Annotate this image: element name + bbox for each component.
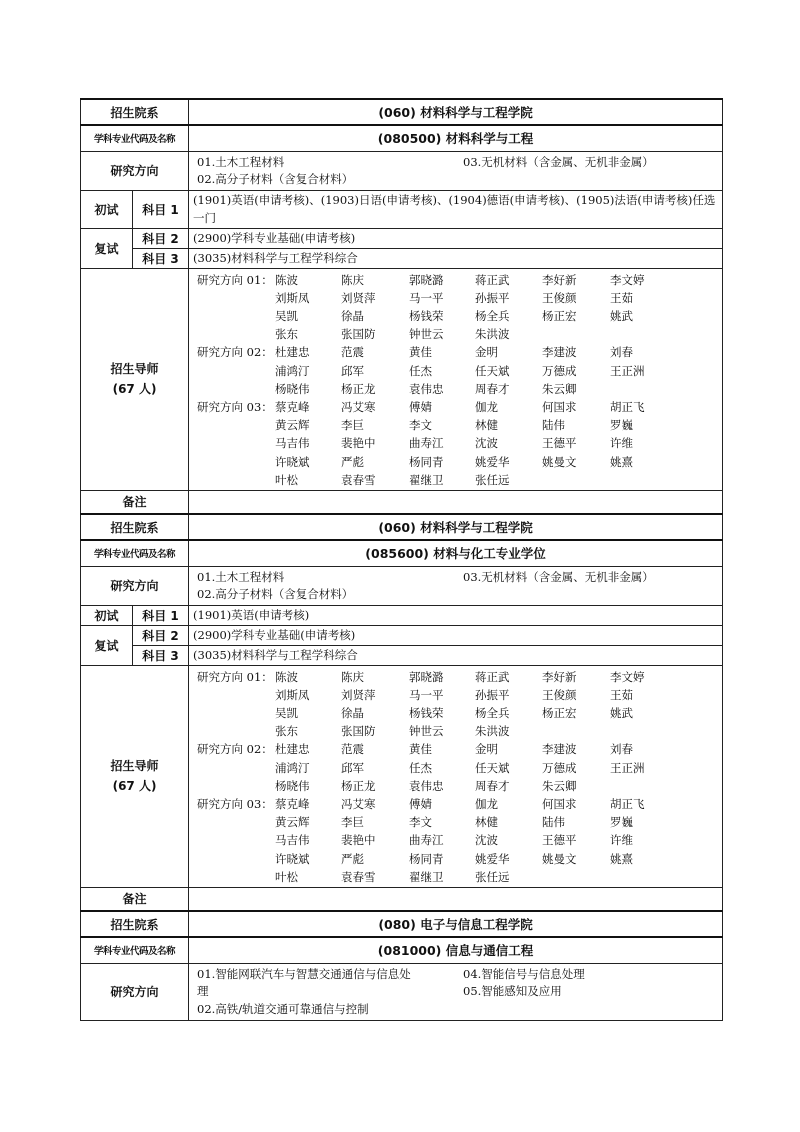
- retest-label: 复试: [81, 228, 133, 268]
- tutor-name: 蔡克峰: [275, 796, 310, 811]
- tutor-name: 王德平: [542, 436, 577, 451]
- tutor-name: 杨全兵: [475, 308, 510, 323]
- direction-item: 01.智能网联汽车与智慧交通通信与信息处: [197, 966, 411, 981]
- tutor-name: 叶松: [275, 869, 299, 884]
- tutor-name: 任杰: [409, 363, 433, 378]
- major-label: 学科专业代码及名称: [81, 937, 189, 963]
- direction-label: 研究方向: [81, 566, 189, 605]
- direction-item: 02.高分子材料（含复合材料）: [197, 171, 354, 186]
- tutor-line: [197, 686, 717, 704]
- tutor-label: 招生导师: [110, 759, 159, 773]
- tutor-name: 张东: [275, 724, 299, 739]
- tutor-line: [197, 434, 717, 452]
- tutor-name: 杨正龙: [341, 381, 376, 396]
- remark-row: [81, 887, 723, 911]
- direction-label: 研究方向: [81, 963, 189, 1020]
- tutor-line: [197, 722, 717, 740]
- direction-item: 01.土木工程材料: [197, 569, 285, 584]
- college-value: (060) 材料科学与工程学院: [189, 514, 723, 540]
- tutor-name: 杜建忠: [275, 742, 310, 757]
- tutor-name: 傅婧: [409, 399, 433, 414]
- tutor-name: 胡正飞: [610, 399, 645, 414]
- prelim-row: [81, 605, 723, 625]
- major-label: 学科专业代码及名称: [81, 540, 189, 566]
- tutor-line: [197, 416, 717, 434]
- tutor-line: [197, 868, 717, 886]
- tutor-name: 严彪: [341, 454, 365, 469]
- tutor-name: 何国求: [542, 796, 577, 811]
- tutor-name: 徐晶: [341, 705, 365, 720]
- tutor-name: 吴凯: [275, 308, 299, 323]
- tutor-name: 翟继卫: [409, 869, 444, 884]
- tutor-name: 刘贤萍: [341, 687, 376, 702]
- tutor-name: 袁伟忠: [409, 778, 444, 793]
- major-row: [81, 125, 723, 151]
- tutor-name: 杨正宏: [542, 308, 577, 323]
- tutor-name: 吴凯: [275, 705, 299, 720]
- tutor-name: 翟继卫: [409, 472, 444, 487]
- tutor-name: 任天斌: [475, 363, 510, 378]
- tutor-label: 招生导师: [110, 362, 159, 376]
- college-row: [81, 911, 723, 937]
- tutor-name: 任杰: [409, 760, 433, 775]
- tutor-name: 姚爱华: [475, 454, 510, 469]
- tutor-label-cell: [81, 665, 189, 887]
- tutor-name: 浦鸿汀: [275, 760, 310, 775]
- tutor-name: 林健: [475, 418, 499, 433]
- tutor-name: 伽龙: [475, 796, 499, 811]
- tutor-name: 曲寿江: [409, 833, 444, 848]
- tutor-name: 李巨: [341, 815, 365, 830]
- retest-label: 复试: [81, 625, 133, 665]
- tutor-name: 姚熹: [610, 851, 634, 866]
- tutor-count: (67 人): [112, 382, 157, 396]
- subject3-value: (3035)材料科学与工程学科综合: [189, 645, 723, 665]
- college-value: (080) 电子与信息工程学院: [189, 911, 723, 937]
- subject2-value: (2900)学科专业基础(申请考核): [189, 625, 723, 645]
- direction-item: 理: [197, 983, 209, 998]
- tutor-name: 刘贤萍: [341, 290, 376, 305]
- tutor-name: 黄云辉: [275, 815, 310, 830]
- subject2-label: 科目 2: [133, 625, 189, 645]
- tutor-line: [197, 307, 717, 325]
- tutor-name: 王茹: [610, 290, 634, 305]
- prelim-label: 初试: [81, 605, 133, 625]
- admission-table: [80, 98, 723, 1021]
- tutor-name: 金明: [475, 742, 499, 757]
- tutor-name: 曲寿江: [409, 436, 444, 451]
- tutor-name: 罗巍: [610, 815, 634, 830]
- subject3-row: [81, 645, 723, 665]
- direction-item: 02.高铁/轨道交通可靠通信与控制: [197, 1001, 369, 1016]
- tutor-name: 刘斯凤: [275, 290, 310, 305]
- tutor-name: 许维: [610, 436, 634, 451]
- tutor-name: 冯艾寒: [341, 796, 376, 811]
- subject1-label: 科目 1: [133, 190, 189, 228]
- tutor-direction-prefix: 研究方向 02：: [197, 742, 273, 757]
- tutor-name: 张任远: [475, 869, 510, 884]
- tutor-line: [197, 704, 717, 722]
- subject3-value: (3035)材料科学与工程学科综合: [189, 248, 723, 268]
- tutor-name: 李文婷: [610, 669, 645, 684]
- tutor-line: [197, 777, 717, 795]
- tutor-name: 姚武: [610, 705, 634, 720]
- tutor-name: 钟世云: [409, 327, 444, 342]
- tutor-name: 傅婧: [409, 796, 433, 811]
- tutor-line: [197, 759, 717, 777]
- tutor-name: 杨晓伟: [275, 778, 310, 793]
- tutor-name: 陈庆: [341, 272, 365, 287]
- major-value: (081000) 信息与通信工程: [189, 937, 723, 963]
- tutor-direction-prefix: 研究方向 01：: [197, 669, 273, 684]
- tutor-name: 姚曼文: [542, 851, 577, 866]
- tutor-name: 杨正宏: [542, 705, 577, 720]
- tutor-name: 姚熹: [610, 454, 634, 469]
- college-label: 招生院系: [81, 99, 189, 125]
- subject2-label: 科目 2: [133, 228, 189, 248]
- tutor-line: [197, 343, 717, 361]
- tutor-name: 李好新: [542, 669, 577, 684]
- subject2-row: [81, 625, 723, 645]
- tutor-name: 杨同青: [409, 851, 444, 866]
- tutor-name: 林健: [475, 815, 499, 830]
- tutor-name: 胡正飞: [610, 796, 645, 811]
- tutor-name: 黄云辉: [275, 418, 310, 433]
- tutor-line: [197, 271, 717, 289]
- subject1-value: (1901)英语(申请考核): [189, 605, 723, 625]
- remark-label: 备注: [81, 490, 189, 514]
- tutor-name: 邱军: [341, 363, 365, 378]
- direction-label: 研究方向: [81, 151, 189, 190]
- tutor-list: [197, 668, 722, 886]
- tutor-name: 陈庆: [341, 669, 365, 684]
- major-label: 学科专业代码及名称: [81, 125, 189, 151]
- tutor-name: 杨正龙: [341, 778, 376, 793]
- tutor-name: 孙振平: [475, 290, 510, 305]
- tutor-name: 杨全兵: [475, 705, 510, 720]
- tutor-name: 袁春雪: [341, 869, 376, 884]
- remark-row: [81, 490, 723, 514]
- tutor-name: 刘斯凤: [275, 687, 310, 702]
- tutor-line: [197, 362, 717, 380]
- subject3-label: 科目 3: [133, 248, 189, 268]
- tutor-row: [81, 665, 723, 887]
- tutor-name: 陈波: [275, 272, 299, 287]
- tutor-label-cell: [81, 268, 189, 490]
- tutor-name: 李好新: [542, 272, 577, 287]
- tutor-name: 许晓斌: [275, 454, 310, 469]
- prelim-label: 初试: [81, 190, 133, 228]
- college-value: (060) 材料科学与工程学院: [189, 99, 723, 125]
- tutor-name: 姚武: [610, 308, 634, 323]
- tutor-name: 姚曼文: [542, 454, 577, 469]
- tutor-name: 李建波: [542, 345, 577, 360]
- tutor-name: 罗巍: [610, 418, 634, 433]
- tutor-name: 李文婷: [610, 272, 645, 287]
- tutor-line: [197, 813, 717, 831]
- tutor-name: 王茹: [610, 687, 634, 702]
- direction-item: 03.无机材料（含金属、无机非金属）: [463, 154, 654, 169]
- tutor-name: 金明: [475, 345, 499, 360]
- tutor-line: [197, 740, 717, 758]
- tutor-name: 郭晓潞: [409, 272, 444, 287]
- subject1-label: 科目 1: [133, 605, 189, 625]
- tutor-name: 马一平: [409, 290, 444, 305]
- tutor-name: 沈波: [475, 436, 499, 451]
- tutor-name: 杨钱荣: [409, 705, 444, 720]
- subject2-row: [81, 228, 723, 248]
- tutor-name: 李巨: [341, 418, 365, 433]
- tutor-name: 沈波: [475, 833, 499, 848]
- tutor-name: 陈波: [275, 669, 299, 684]
- tutor-name: 许维: [610, 833, 634, 848]
- tutor-line: [197, 831, 717, 849]
- tutor-line: [197, 471, 717, 489]
- tutor-name: 张国防: [341, 327, 376, 342]
- subject2-value: (2900)学科专业基础(申请考核): [189, 228, 723, 248]
- tutor-name: 邱军: [341, 760, 365, 775]
- tutor-name: 马吉伟: [275, 833, 310, 848]
- tutor-name: 伽龙: [475, 399, 499, 414]
- tutor-name: 王德平: [542, 833, 577, 848]
- tutor-name: 王俊颜: [542, 290, 577, 305]
- tutor-name: 郭晓潞: [409, 669, 444, 684]
- tutor-name: 冯艾寒: [341, 399, 376, 414]
- tutor-name: 严彪: [341, 851, 365, 866]
- tutor-name: 何国求: [542, 399, 577, 414]
- tutor-direction-prefix: 研究方向 01：: [197, 272, 273, 287]
- tutor-name: 裴艳中: [341, 436, 376, 451]
- tutor-name: 姚爱华: [475, 851, 510, 866]
- tutor-name: 孙振平: [475, 687, 510, 702]
- tutor-name: 蔡克峰: [275, 399, 310, 414]
- tutor-line: [197, 325, 717, 343]
- direction-item: 02.高分子材料（含复合材料）: [197, 586, 354, 601]
- tutor-name: 朱洪波: [475, 327, 510, 342]
- tutor-name: 袁伟忠: [409, 381, 444, 396]
- tutor-name: 钟世云: [409, 724, 444, 739]
- tutor-line: [197, 380, 717, 398]
- tutor-line: [197, 398, 717, 416]
- remark-label: 备注: [81, 887, 189, 911]
- tutor-name: 周春才: [475, 778, 510, 793]
- tutor-name: 万德成: [542, 363, 577, 378]
- tutor-count: (67 人): [112, 779, 157, 793]
- tutor-row: [81, 268, 723, 490]
- tutor-name: 杜建忠: [275, 345, 310, 360]
- tutor-name: 王正洲: [610, 760, 645, 775]
- direction-item: 04.智能信号与信息处理: [463, 966, 585, 981]
- tutor-direction-prefix: 研究方向 03：: [197, 399, 273, 414]
- tutor-name: 浦鸿汀: [275, 363, 310, 378]
- tutor-line: [197, 289, 717, 307]
- tutor-name: 杨晓伟: [275, 381, 310, 396]
- major-value: (085600) 材料与化工专业学位: [189, 540, 723, 566]
- tutor-name: 杨同青: [409, 454, 444, 469]
- remark-value: [189, 490, 723, 514]
- tutor-name: 范震: [341, 742, 365, 757]
- tutor-name: 周春才: [475, 381, 510, 396]
- major-value: (080500) 材料科学与工程: [189, 125, 723, 151]
- tutor-name: 李文: [409, 815, 433, 830]
- tutor-name: 王正洲: [610, 363, 645, 378]
- tutor-name: 张任远: [475, 472, 510, 487]
- prelim-row: [81, 190, 723, 228]
- tutor-name: 范震: [341, 345, 365, 360]
- subject3-label: 科目 3: [133, 645, 189, 665]
- tutor-name: 李建波: [542, 742, 577, 757]
- tutor-name: 陆伟: [542, 815, 566, 830]
- tutor-name: 黄佳: [409, 742, 433, 757]
- major-row: [81, 937, 723, 963]
- college-label: 招生院系: [81, 514, 189, 540]
- tutor-name: 朱云卿: [542, 381, 577, 396]
- tutor-name: 马一平: [409, 687, 444, 702]
- college-row: [81, 514, 723, 540]
- tutor-name: 刘春: [610, 742, 634, 757]
- document-page: [80, 98, 722, 1021]
- tutor-name: 张国防: [341, 724, 376, 739]
- tutor-line: [197, 668, 717, 686]
- tutor-name: 徐晶: [341, 308, 365, 323]
- remark-value: [189, 887, 723, 911]
- college-label: 招生院系: [81, 911, 189, 937]
- tutor-name: 许晓斌: [275, 851, 310, 866]
- tutor-name: 朱洪波: [475, 724, 510, 739]
- tutor-direction-prefix: 研究方向 03：: [197, 796, 273, 811]
- tutor-list: [197, 271, 722, 489]
- college-row: [81, 99, 723, 125]
- tutor-name: 朱云卿: [542, 778, 577, 793]
- direction-item: 05.智能感知及应用: [463, 983, 562, 998]
- tutor-name: 万德成: [542, 760, 577, 775]
- tutor-line: [197, 795, 717, 813]
- tutor-name: 刘春: [610, 345, 634, 360]
- tutor-name: 杨钱荣: [409, 308, 444, 323]
- tutor-name: 蒋正武: [475, 272, 510, 287]
- tutor-name: 李文: [409, 418, 433, 433]
- tutor-name: 黄佳: [409, 345, 433, 360]
- tutor-name: 王俊颜: [542, 687, 577, 702]
- direction-item: 01.土木工程材料: [197, 154, 285, 169]
- tutor-name: 陆伟: [542, 418, 566, 433]
- tutor-line: [197, 850, 717, 868]
- tutor-name: 叶松: [275, 472, 299, 487]
- subject1-value: (1901)英语(申请考核)、(1903)日语(申请考核)、(1904)德语(申请考核)、(1905)法语(申请考核)任选一门: [189, 190, 723, 228]
- direction-row: [81, 963, 723, 1020]
- tutor-name: 张东: [275, 327, 299, 342]
- direction-item: 03.无机材料（含金属、无机非金属）: [463, 569, 654, 584]
- tutor-name: 马吉伟: [275, 436, 310, 451]
- tutor-direction-prefix: 研究方向 02：: [197, 345, 273, 360]
- major-row: [81, 540, 723, 566]
- tutor-name: 任天斌: [475, 760, 510, 775]
- direction-row: [81, 151, 723, 190]
- tutor-name: 袁春雪: [341, 472, 376, 487]
- subject3-row: [81, 248, 723, 268]
- tutor-name: 蒋正武: [475, 669, 510, 684]
- tutor-name: 裴艳中: [341, 833, 376, 848]
- tutor-line: [197, 453, 717, 471]
- direction-row: [81, 566, 723, 605]
